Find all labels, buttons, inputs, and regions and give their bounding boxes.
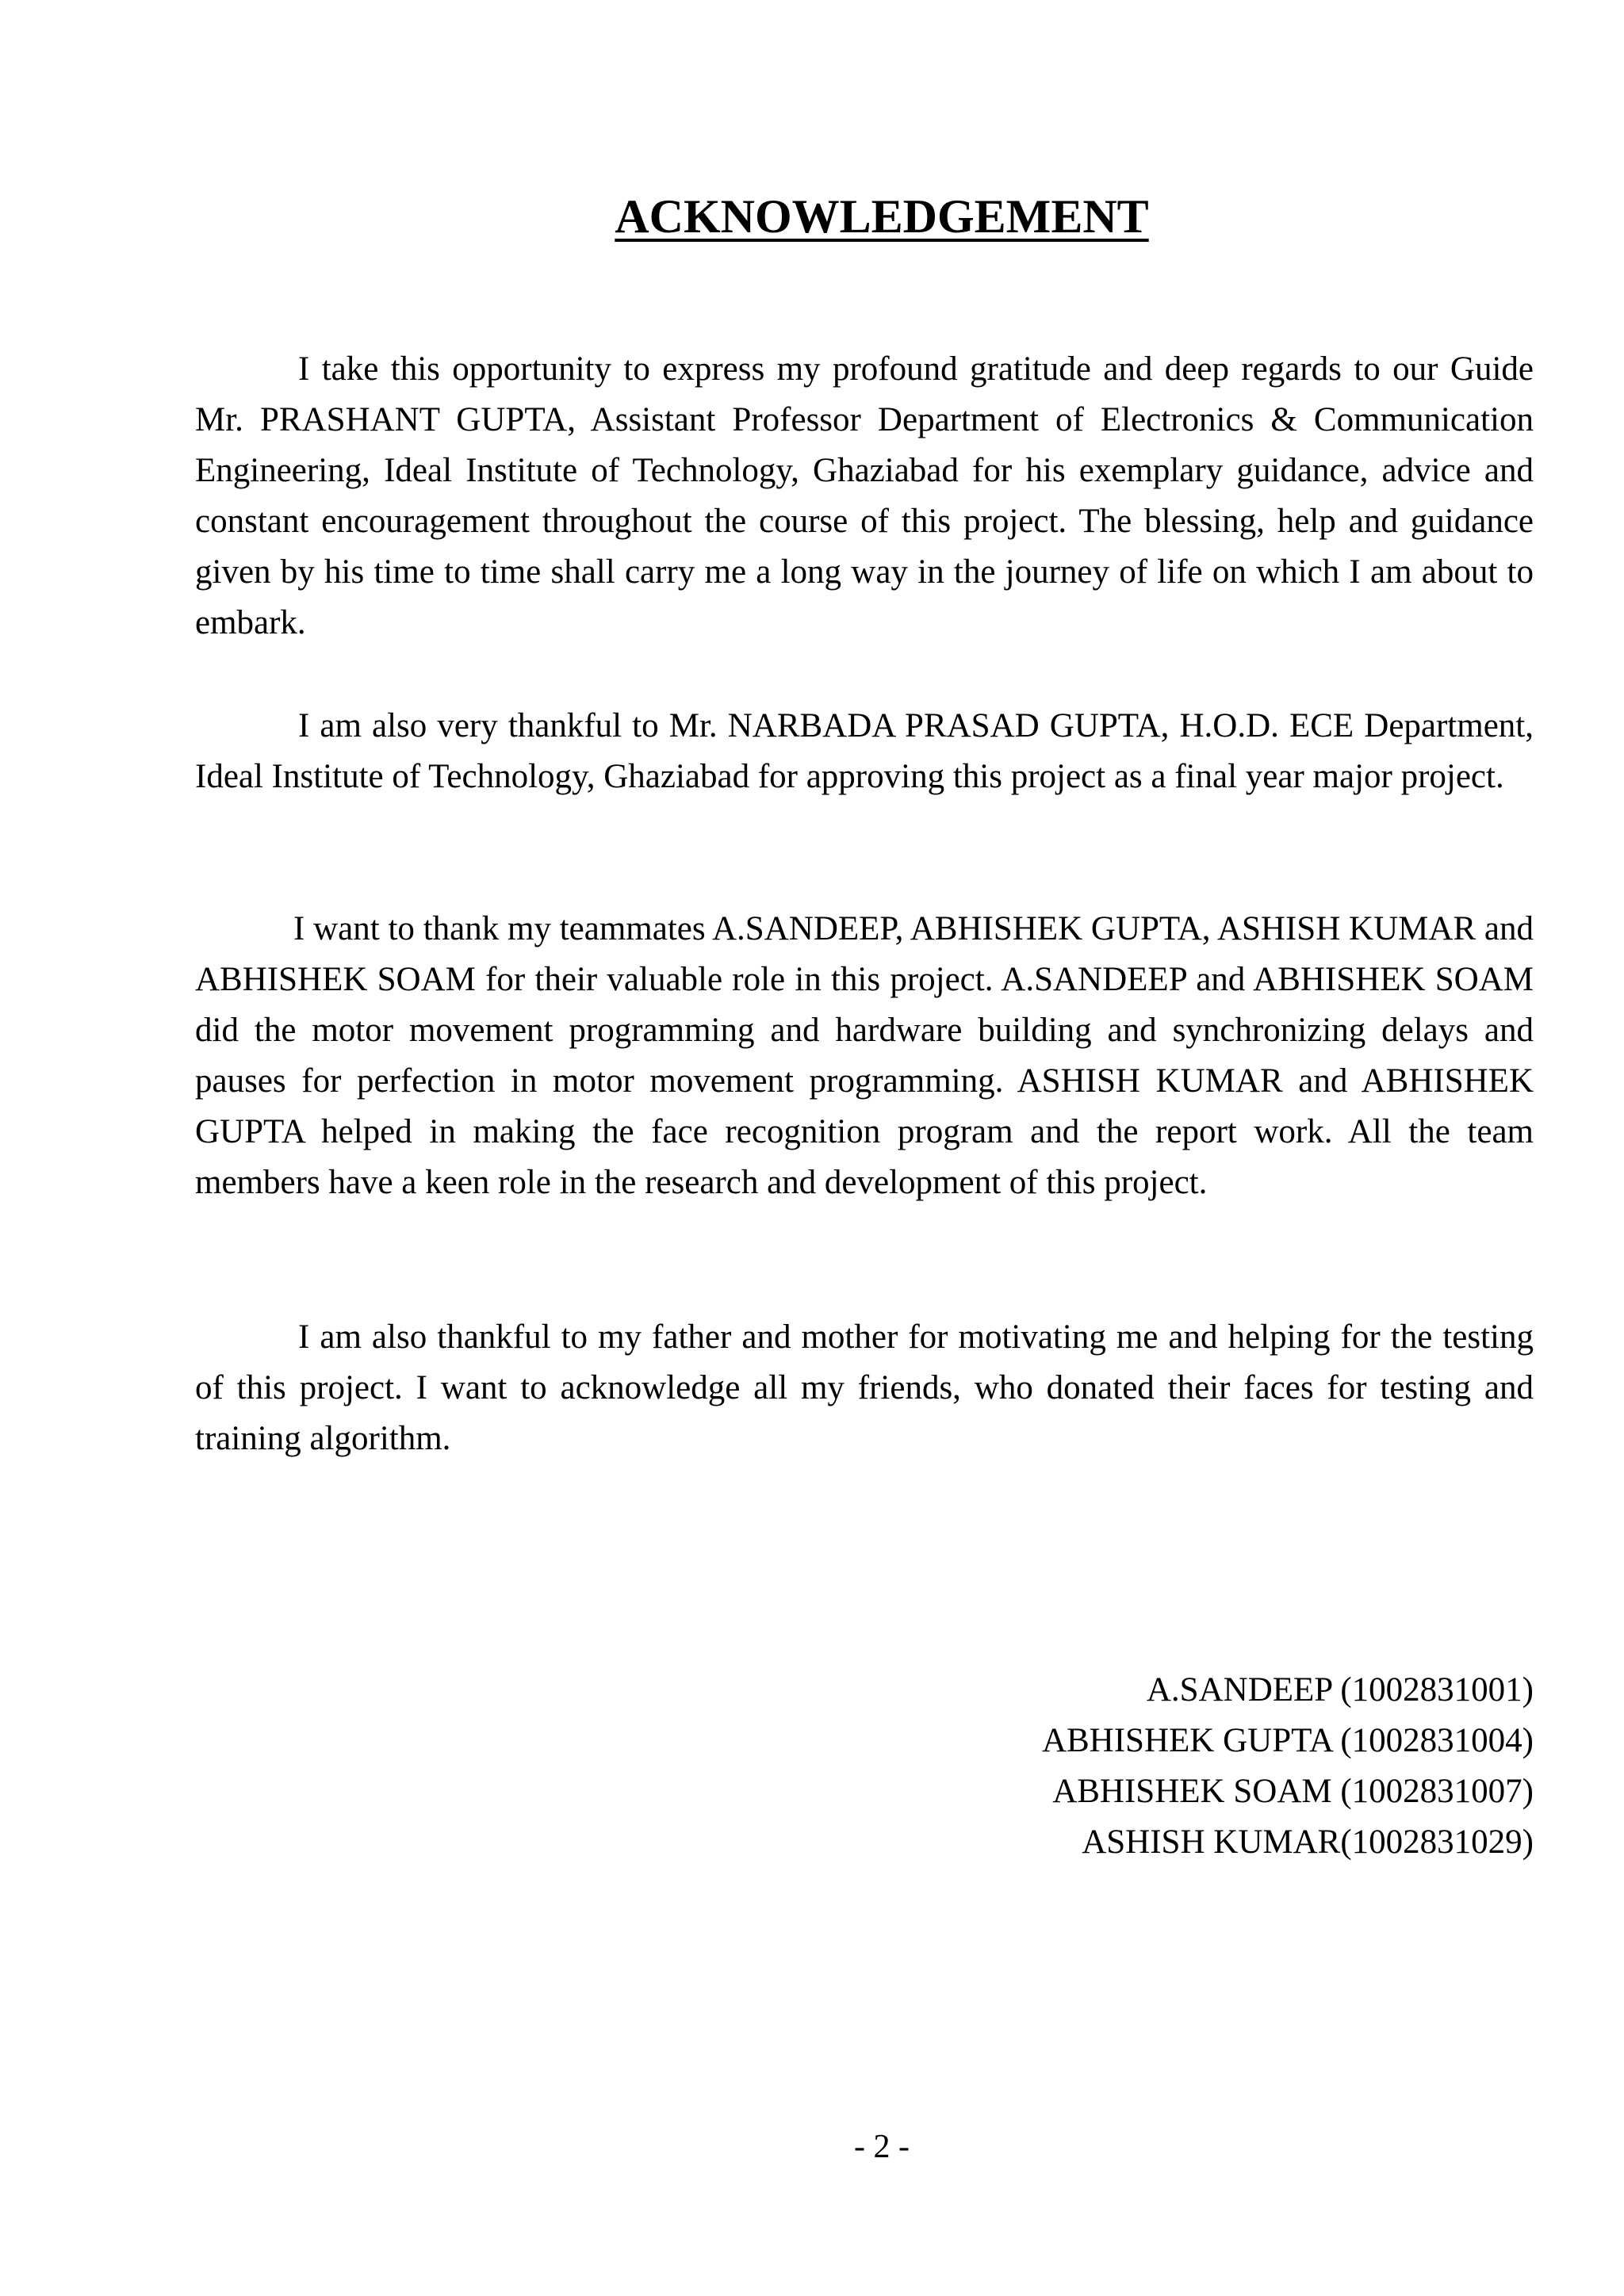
signature-block: [1042, 1665, 1534, 1868]
signature-line: A.SANDEEP (1002831001): [1146, 1671, 1534, 1709]
paragraph-hod-thanks: I am also very thankful to Mr. NARBADA PRASAD GUPTA, H.O.D. ECE Department, Ideal Institute of Technology, Ghaziabad for approving this project as a final year major project.: [195, 707, 1534, 795]
page-title: ACKNOWLEDGEMENT: [615, 190, 1149, 243]
paragraph-family-thanks: I am also thankful to my father and mother for motivating me and helping for the testing of this project. I want to acknowledge all my friends, who donated their faces for testing and training algorithm.: [195, 1318, 1534, 1457]
signature-line: ASHISH KUMAR(1002831029): [1082, 1823, 1534, 1861]
page-number: - 2 -: [854, 2129, 910, 2165]
signature-line: ABHISHEK SOAM (1002831007): [1052, 1773, 1534, 1810]
paragraph-guide-thanks: I take this opportunity to express my profound gratitude and deep regards to our Guide Mr. PRASHANT GUPTA, Assistant Professor Department of Electronics & Communication Engineering, Ideal Institute of Technology, Ghaziabad for his exemplary guidance, advice and constant encouragement throughout the course of this project. The blessing, help and guidance given by his time to time shall carry me a long way in the journey of life on which I am about to embark.: [195, 350, 1534, 641]
signature-line: ABHISHEK GUPTA (1002831004): [1041, 1722, 1534, 1759]
paragraph-team-thanks: I want to thank my teammates A.SANDEEP, ABHISHEK GUPTA, ASHISH KUMAR and ABHISHEK SOAM for their valuable role in this project. A.SANDEEP and ABHISHEK SOAM did the motor movement programming and hardware building and synchronizing delays and pauses for perfection in motor movement programming. ASHISH KUMAR and ABHISHEK GUPTA helped in making the face recognition program and the report work. All the team members have a keen role in the research and development of this project.: [195, 910, 1534, 1201]
